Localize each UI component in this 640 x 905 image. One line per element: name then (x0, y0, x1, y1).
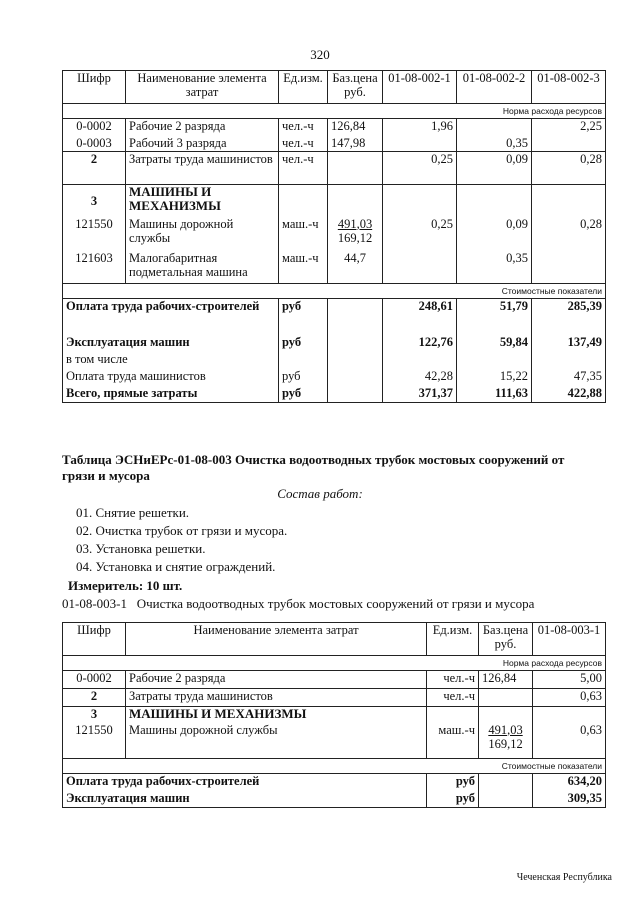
cost-row (63, 299, 606, 335)
row-price: 44,7 (328, 251, 383, 284)
header-code: Шифр (63, 623, 126, 656)
cost-unit: руб (279, 386, 328, 403)
cost-value-2: 15,22 (457, 369, 532, 386)
row-code: 0-0002 (63, 119, 126, 136)
table-row (63, 217, 606, 251)
table-row (63, 671, 606, 689)
header-col-2: 01-08-002-2 (457, 71, 532, 104)
cost-row (63, 774, 606, 791)
section-title-line-2: грязи и мусора (62, 468, 150, 483)
row-value-3: 0,28 (532, 152, 606, 185)
row-code: 121603 (63, 251, 126, 284)
header-code: Шифр (63, 71, 126, 104)
cost-value-1 (383, 352, 457, 369)
row-name: Машины дорожной службы (126, 723, 427, 759)
row-unit: маш.-ч (427, 723, 479, 759)
row-value-2: 0,35 (457, 251, 532, 284)
cost-value-2: 111,63 (457, 386, 532, 403)
row-value-3: 2,25 (532, 119, 606, 136)
meter: Измеритель: 10 шт. (68, 578, 183, 593)
cost-value-2: 59,84 (457, 335, 532, 352)
row-unit: чел.-ч (427, 689, 479, 707)
cost-value-3 (532, 352, 606, 369)
cost-value-3: 422,88 (532, 386, 606, 403)
cost-unit: руб (279, 369, 328, 386)
subtitle: 01-08-003-1 Очистка водоотводных трубок мостовых сооружений от грязи и мусора (62, 596, 535, 611)
cost-row (63, 791, 606, 808)
row-value-1: 0,63 (533, 689, 606, 707)
cost-row (63, 369, 606, 386)
table-row (63, 723, 606, 759)
cost-value-1: 371,37 (383, 386, 457, 403)
row-unit: маш.-ч (279, 217, 328, 251)
resource-table-01-08-003 (62, 622, 606, 808)
cost-name: Оплата труда рабочих-строителей (63, 774, 427, 791)
table-row (63, 119, 606, 136)
footer-region: Чеченская Республика (516, 872, 612, 883)
price-operator: 169,12 (488, 736, 523, 751)
cost-value-1: 634,20 (533, 774, 606, 791)
row-value-3 (532, 251, 606, 284)
works-item: 03. Установка решетки. (76, 541, 206, 556)
header-unit: Ед.изм. (279, 71, 328, 104)
cost-row (63, 335, 606, 352)
row-name: Малогабаритная подметальная машина (126, 251, 279, 284)
row-value-2: 0,09 (457, 217, 532, 251)
cost-value-2 (457, 352, 532, 369)
table-row (63, 689, 606, 707)
section-code: 3 (63, 707, 126, 723)
section-row (63, 185, 606, 217)
cost-name: Эксплуатация машин (63, 791, 427, 808)
row-value-3: 0,28 (532, 217, 606, 251)
row-price (328, 152, 383, 185)
cost-value-3: 137,49 (532, 335, 606, 352)
header-col-1: 01-08-003-1 (533, 623, 606, 656)
cost-value-1: 309,35 (533, 791, 606, 808)
cost-value-2: 51,79 (457, 299, 532, 335)
row-value-1: 0,63 (533, 723, 606, 759)
row-price (328, 217, 383, 251)
row-code: 2 (63, 689, 126, 707)
row-code: 0-0002 (63, 671, 126, 689)
cost-label: Стоимостные показатели (63, 759, 606, 774)
works-list (76, 504, 287, 576)
works-item: 02. Очистка трубок от грязи и мусора. (76, 523, 288, 538)
norm-label: Норма расхода ресурсов (63, 656, 606, 671)
cost-unit: руб (279, 335, 328, 352)
row-unit: чел.-ч (279, 119, 328, 136)
row-name: Затраты труда машинистов (126, 152, 279, 185)
header-base-price: Баз.цена руб. (479, 623, 533, 656)
page-number: 320 (310, 47, 330, 62)
works-item: 01. Снятие решетки. (76, 505, 190, 520)
row-value-2: 0,35 (457, 136, 532, 152)
row-value-1: 1,96 (383, 119, 457, 136)
section-title: МАШИНЫ И МЕХАНИЗМЫ (126, 707, 427, 723)
row-name: Рабочий 3 разряда (126, 136, 279, 152)
cost-name: Оплата труда машинистов (63, 369, 279, 386)
row-price: 126,84 (328, 119, 383, 136)
row-unit: чел.-ч (279, 136, 328, 152)
row-price (479, 723, 533, 759)
cost-value-1: 248,61 (383, 299, 457, 335)
row-name: Затраты труда машинистов (126, 689, 427, 707)
row-code: 2 (63, 152, 126, 185)
row-unit: маш.-ч (279, 251, 328, 284)
section-title: МАШИНЫ И МЕХАНИЗМЫ (126, 185, 279, 217)
cost-value-1: 42,28 (383, 369, 457, 386)
section-title-line-1: Таблица ЭСНиЕРс-01-08-003 Очистка водоотводных трубок мостовых сооружений от (62, 452, 565, 467)
header-col-1: 01-08-002-1 (383, 71, 457, 104)
cost-unit: руб (279, 299, 328, 335)
row-name: Рабочие 2 разряда (126, 671, 427, 689)
row-code: 121550 (63, 723, 126, 759)
section-row (63, 707, 606, 723)
row-code: 121550 (63, 217, 126, 251)
price-operator: 169,12 (337, 230, 373, 245)
cost-row (63, 386, 606, 403)
table-row (63, 152, 606, 185)
norm-label: Норма расхода ресурсов (63, 104, 606, 119)
cost-name: Всего, прямые затраты (63, 386, 279, 403)
works-heading: Состав работ: (277, 486, 363, 501)
header-name: Наименование элемента затрат (126, 71, 279, 104)
row-value-1: 0,25 (383, 217, 457, 251)
row-value-1: 5,00 (533, 671, 606, 689)
resource-table-01-08-002 (62, 70, 606, 403)
cost-name: Эксплуатация машин (63, 335, 279, 352)
row-value-1 (383, 136, 457, 152)
row-price: 126,84 (479, 671, 533, 689)
section-code: 3 (63, 185, 126, 217)
cost-unit: руб (427, 791, 479, 808)
row-value-1 (383, 251, 457, 284)
cost-label: Стоимостные показатели (63, 284, 606, 299)
cost-row (63, 352, 606, 369)
price-machine: 491,03 (488, 722, 523, 737)
header-base-price: Баз.цена руб. (328, 71, 383, 104)
row-value-1: 0,25 (383, 152, 457, 185)
row-name: Машины дорожной службы (126, 217, 279, 251)
row-price (479, 689, 533, 707)
row-unit: чел.-ч (279, 152, 328, 185)
row-price: 147,98 (328, 136, 383, 152)
works-item: 04. Установка и снятие ограждений. (76, 559, 276, 574)
header-name: Наименование элемента затрат (126, 623, 427, 656)
cost-unit (279, 352, 328, 369)
header-unit: Ед.изм. (427, 623, 479, 656)
row-value-2: 0,09 (457, 152, 532, 185)
row-value-3 (532, 136, 606, 152)
row-code: 0-0003 (63, 136, 126, 152)
row-value-2 (457, 119, 532, 136)
header-col-3: 01-08-002-3 (532, 71, 606, 104)
cost-unit: руб (427, 774, 479, 791)
section-title (62, 452, 607, 484)
cost-value-3: 47,35 (532, 369, 606, 386)
table-row (63, 251, 606, 284)
price-machine: 491,03 (337, 216, 373, 231)
cost-name: в том числе (63, 352, 279, 369)
table-row (63, 136, 606, 152)
cost-value-1: 122,76 (383, 335, 457, 352)
cost-value-3: 285,39 (532, 299, 606, 335)
row-name: Рабочие 2 разряда (126, 119, 279, 136)
row-unit: чел.-ч (427, 671, 479, 689)
cost-name: Оплата труда рабочих-строителей (63, 299, 279, 335)
